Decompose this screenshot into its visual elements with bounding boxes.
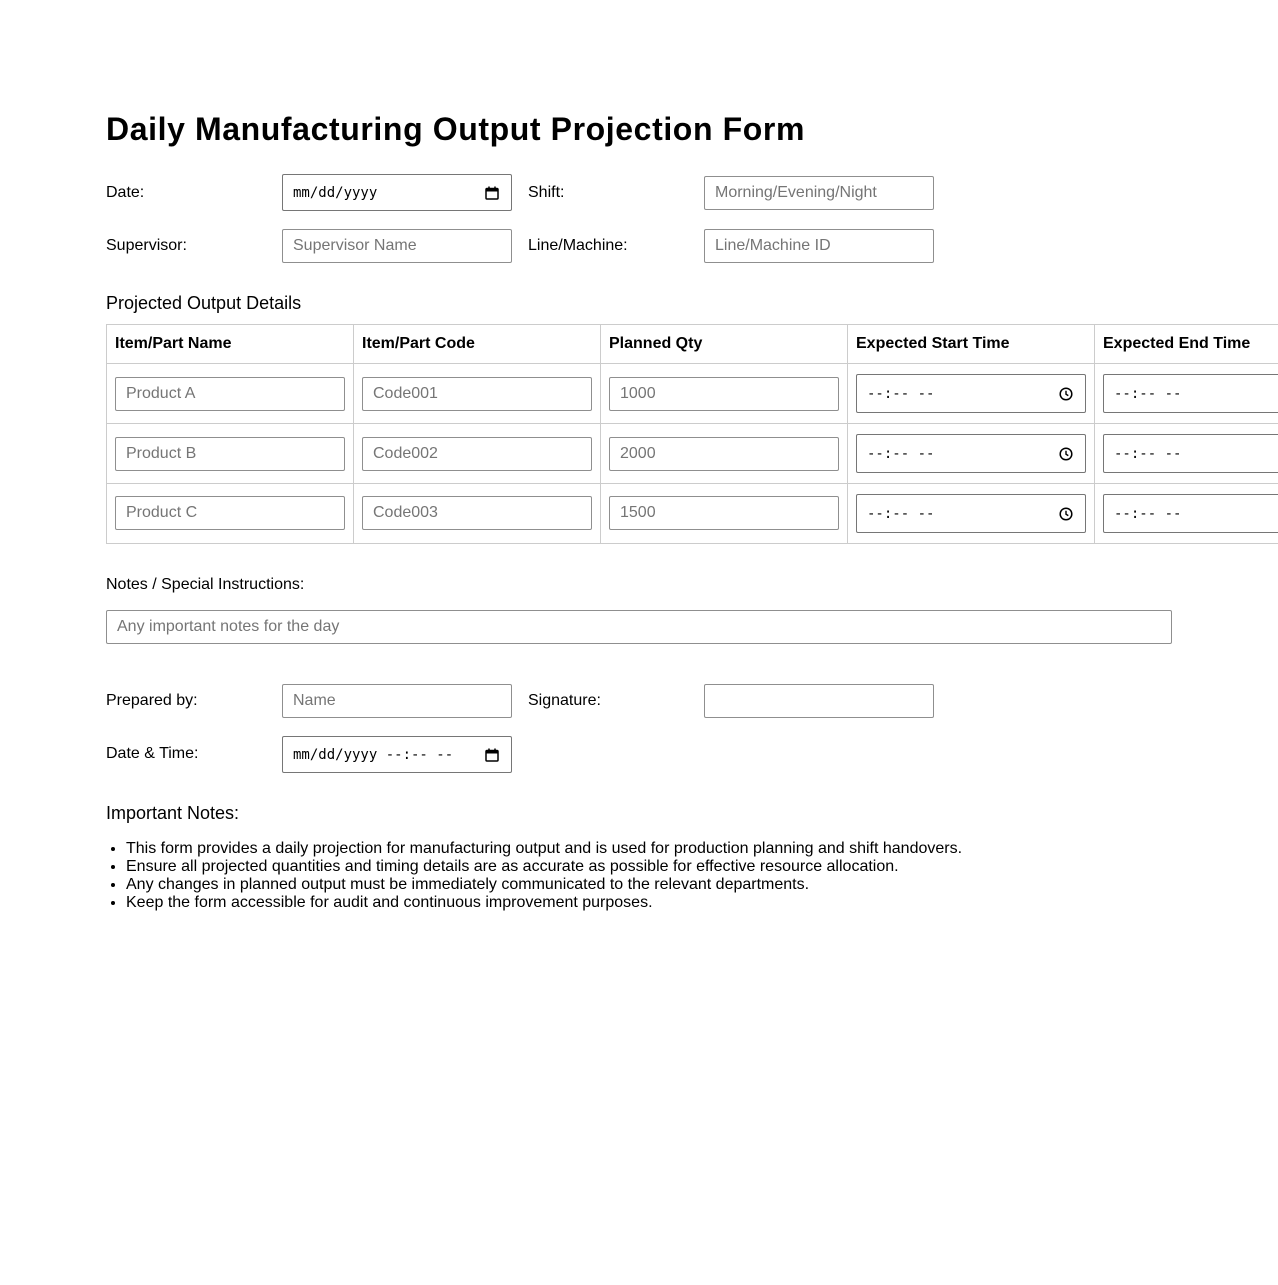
table-col-divider [847,324,848,544]
notes-label: Notes / Special Instructions: [106,576,305,593]
column-header-planned-qty: Planned Qty [609,335,703,352]
end-time-value: --:-- -- [1114,505,1182,522]
clock-icon[interactable] [1059,447,1073,461]
planned-qty-input[interactable]: 2000 [609,437,839,471]
item-name-input[interactable]: Product C [115,496,345,530]
calendar-icon[interactable] [485,748,499,762]
column-header-item-name: Item/Part Name [115,335,232,352]
item-code-input[interactable]: Code002 [362,437,592,471]
item-name-input[interactable]: Product B [115,437,345,471]
end-time-input[interactable] [1103,434,1278,473]
column-header-end-time: Expected End Time [1103,335,1251,352]
list-item: • Any changes in planned output must be immediately communicated to the relevant departments. [126,876,962,894]
start-time-value: --:-- -- [867,445,935,462]
start-time-input[interactable] [856,494,1086,533]
list-item: • This form provides a daily projection for manufacturing output and is used for production planning and shift handovers. [126,840,962,858]
table-row-divider [106,483,1278,484]
projected-output-table [106,324,1278,544]
item-code-input[interactable]: Code001 [362,377,592,411]
item-code-input[interactable]: Code003 [362,496,592,530]
important-notes-heading: Important Notes: [106,803,240,823]
shift-input[interactable]: Morning/Evening/Night [704,176,934,210]
datetime-input[interactable] [282,736,512,773]
form-page [106,0,1278,1285]
signature-input[interactable] [704,684,934,718]
calendar-icon[interactable] [485,186,499,200]
datetime-label: Date & Time: [106,745,199,762]
start-time-input[interactable] [856,434,1086,473]
date-label: Date: [106,184,145,201]
line-machine-input[interactable]: Line/Machine ID [704,229,934,263]
end-time-value: --:-- -- [1114,385,1182,402]
start-time-input[interactable] [856,374,1086,413]
notes-input[interactable]: Any important notes for the day [106,610,1172,644]
table-col-divider [600,324,601,544]
signature-label: Signature: [528,692,601,709]
clock-icon[interactable] [1059,387,1073,401]
planned-qty-input[interactable]: 1000 [609,377,839,411]
item-name-input[interactable]: Product A [115,377,345,411]
line-machine-label: Line/Machine: [528,237,628,254]
supervisor-label: Supervisor: [106,237,187,254]
clock-icon[interactable] [1059,507,1073,521]
shift-label: Shift: [528,184,565,201]
page-title: Daily Manufacturing Output Projection Form [106,111,805,147]
column-header-item-code: Item/Part Code [362,335,475,352]
table-border-top [106,324,1278,325]
start-time-value: --:-- -- [867,505,935,522]
prepared-by-input[interactable]: Name [282,684,512,718]
supervisor-input[interactable]: Supervisor Name [282,229,512,263]
table-col-divider [1094,324,1095,544]
table-border-bottom [106,543,1278,544]
prepared-by-label: Prepared by: [106,692,198,709]
important-notes-list [106,840,962,912]
end-time-input[interactable] [1103,494,1278,533]
table-header-divider [106,363,1278,364]
start-time-value: --:-- -- [867,385,935,402]
list-item: • Ensure all projected quantities and timing details are as accurate as possible for effective resource allocation. [126,858,962,876]
date-input-value: mm/dd/yyyy [293,184,378,201]
table-col-divider [353,324,354,544]
end-time-input[interactable] [1103,374,1278,413]
table-border-left [106,324,107,544]
datetime-input-value: mm/dd/yyyy --:-- -- [293,746,454,763]
projected-output-heading: Projected Output Details [106,293,302,313]
end-time-value: --:-- -- [1114,445,1182,462]
table-row-divider [106,423,1278,424]
list-item: • Keep the form accessible for audit and continuous improvement purposes. [126,894,962,912]
column-header-start-time: Expected Start Time [856,335,1010,352]
date-input[interactable] [282,174,512,211]
planned-qty-input[interactable]: 1500 [609,496,839,530]
